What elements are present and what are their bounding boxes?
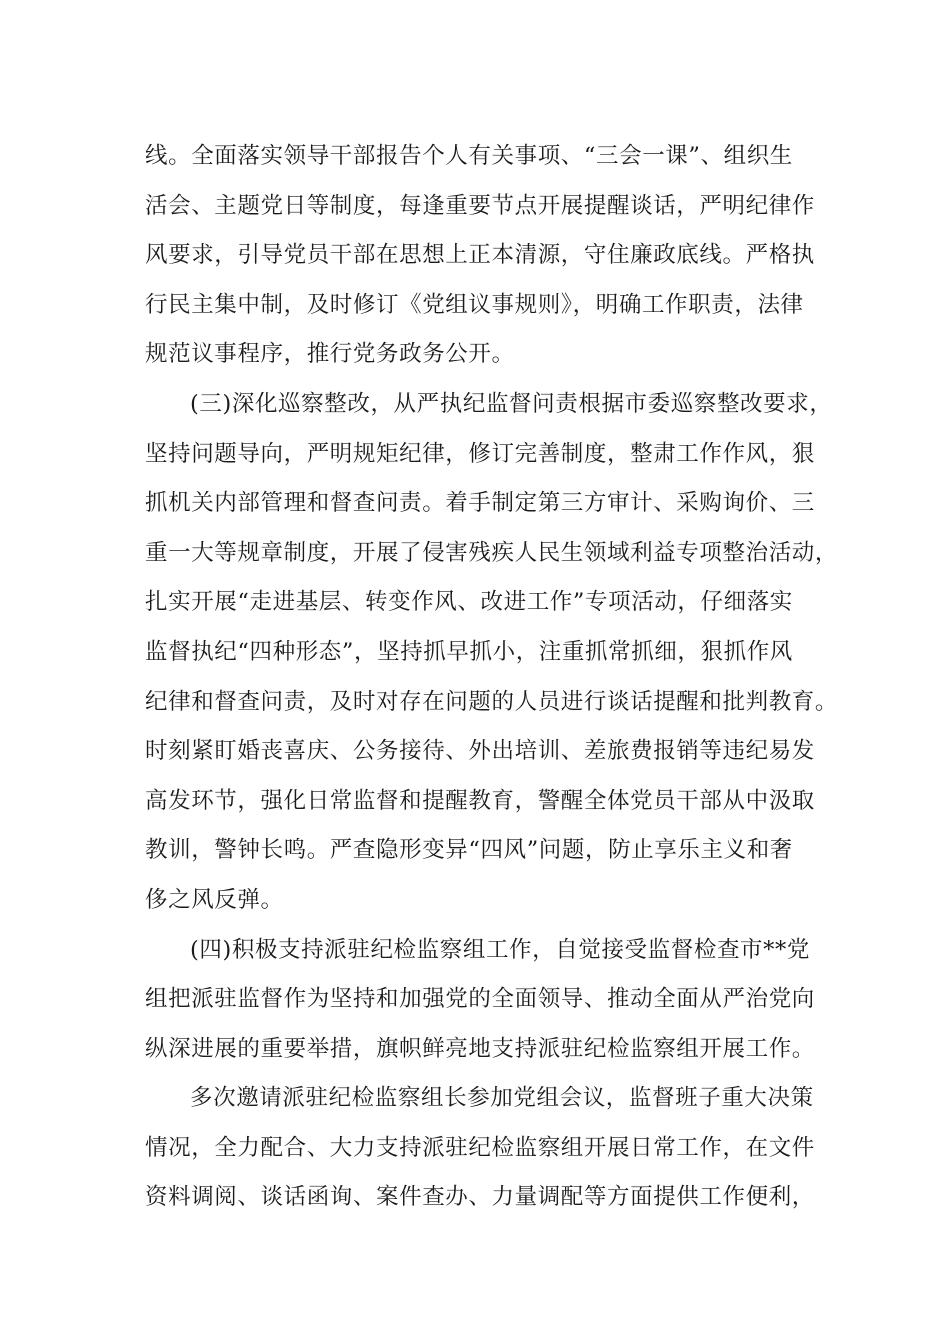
document-body: [145, 132, 839, 1223]
text-line: 重一大等规章制度，开展了侵害残疾人民生领域利益专项整治活动，: [145, 539, 839, 566]
text-line: 线。全面落实领导干部报告个人有关事项、“三会一课”、组织生: [145, 143, 793, 169]
text-line: 风要求，引导党员干部在思想上正本清源，守住廉政底线。严格执: [145, 242, 815, 269]
text-line: 活会、主题党日等制度，每逢重要节点开展提醒谈话，严明纪律作: [145, 192, 815, 219]
text-line: (四)积极支持派驻纪检监察组工作，自觉接受监督检查市**党: [190, 936, 810, 963]
text-line: 多次邀请派驻纪检监察组长参加党组会议，监督班子重大决策: [190, 1085, 814, 1112]
text-line: 行民主集中制，及时修订《党组议事规则》，明确工作职责，法律: [145, 291, 804, 318]
text-line: 抓机关内部管理和督查问责。着手制定第三方审计、采购询价、三: [145, 490, 815, 517]
text-line: (三)深化巡察整改，从严执纪监督问责根据市委巡察整改要求，: [190, 390, 833, 417]
text-line: 资料调阅、谈话函询、案件查办、力量调配等方面提供工作便利，: [145, 1184, 815, 1211]
text-line: 纪律和督查问责，及时对存在问题的人员进行谈话提醒和批判教育。: [145, 688, 839, 715]
text-line: 监督执纪“四种形态”，坚持抓早抓小，注重抓常抓细，狠抓作风: [145, 638, 793, 665]
text-line: 纵深进展的重要举措，旗帜鲜亮地支持派驻纪检监察组开展工作。: [145, 1035, 815, 1062]
text-line: 时刻紧盯婚丧喜庆、公务接待、外出培训、差旅费报销等违纪易发: [145, 738, 815, 765]
text-line: 坚持问题导向，严明规矩纪律，修订完善制度，整肃工作作风，狠: [145, 440, 815, 467]
text-line: 侈之风反弹。: [145, 886, 284, 913]
text-line: 规范议事程序，推行党务政务公开。: [145, 341, 515, 368]
text-line: 扎实开展“走进基层、转变作风、改进工作”专项活动，仔细落实: [145, 589, 793, 616]
text-line: 情况，全力配合、大力支持派驻纪检监察组开展日常工作，在文件: [145, 1134, 815, 1161]
text-line: 高发环节，强化日常监督和提醒教育，警醒全体党员干部从中汲取: [145, 787, 815, 814]
text-line: 教训，警钟长鸣。严查隐形变异“四风”问题，防止享乐主义和奢: [145, 837, 793, 864]
text-line: 组把派驻监督作为坚持和加强党的全面领导、推动全面从严治党向: [145, 986, 815, 1013]
